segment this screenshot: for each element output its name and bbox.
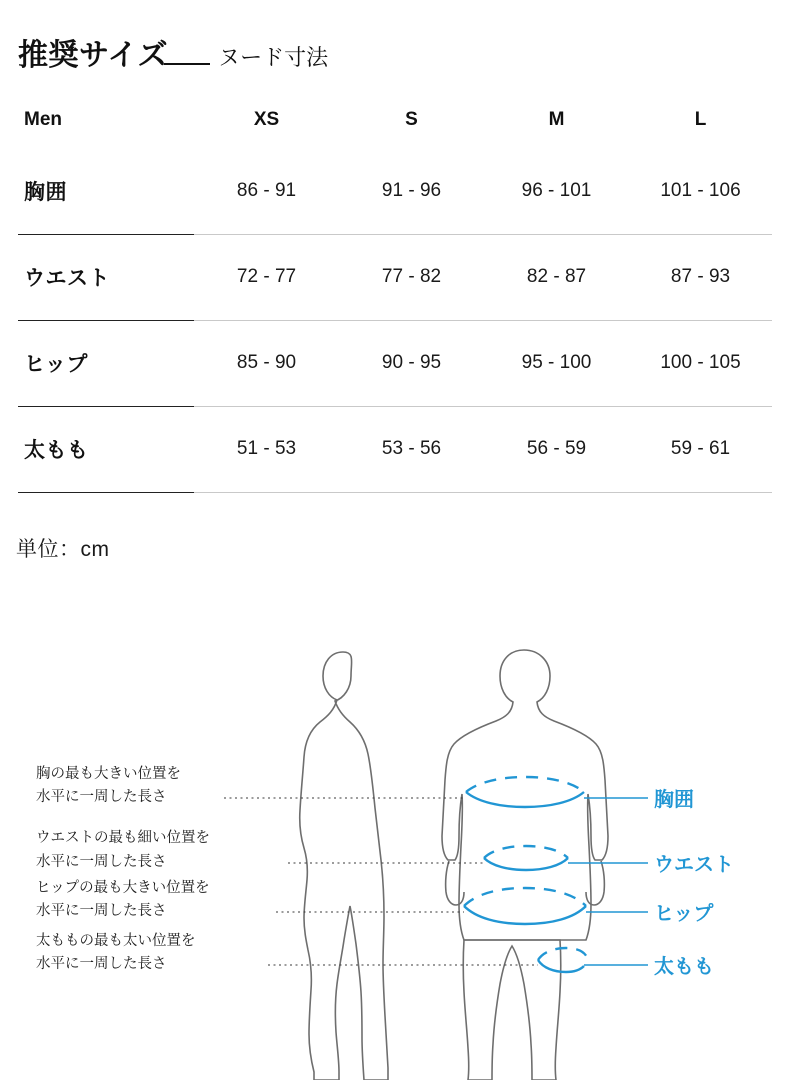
description-thigh-line1: 太ももの最も太い位置を: [36, 933, 196, 949]
hip-measure-ring: [464, 888, 586, 924]
row-label-waist: ウエスト: [18, 234, 194, 320]
cell-waist-s: 77 - 82: [339, 234, 484, 320]
table-header: [18, 92, 772, 148]
page-title-main: 推奨サイズ: [18, 39, 169, 72]
measure-label-waist: ウエスト: [654, 854, 734, 876]
table-body: [18, 148, 772, 492]
cell-chest-m: 96 - 101: [484, 148, 629, 234]
description-hip-line2: 水平に一周した長さ: [36, 903, 167, 919]
table-row: [18, 320, 772, 406]
description-waist-line2: 水平に一周した長さ: [36, 854, 167, 870]
cell-waist-l: 87 - 93: [629, 234, 772, 320]
description-chest-line1: 胸の最も大きい位置を: [36, 766, 181, 782]
table-row: [18, 234, 772, 320]
cell-hip-m: 95 - 100: [484, 320, 629, 406]
cell-hip-s: 90 - 95: [339, 320, 484, 406]
description-thigh-line2: 水平に一周した長さ: [36, 956, 167, 972]
measurement-diagram: [0, 620, 791, 1080]
description-hip-line1: ヒップの最も大きい位置を: [36, 880, 210, 896]
unit-note: 単位：cm: [16, 538, 110, 561]
description-waist-line1: ウエストの最も細い位置を: [36, 830, 210, 846]
cell-chest-l: 101 - 106: [629, 148, 772, 234]
measure-label-chest: 胸囲: [654, 789, 694, 811]
table-header-row: [18, 92, 772, 148]
body-front-view-icon: [442, 650, 608, 1080]
measure-label-hip: ヒップ: [654, 903, 714, 925]
column-header-m: M: [548, 109, 565, 130]
measure-label-thigh: 太もも: [654, 956, 714, 978]
column-header-l: L: [694, 109, 707, 130]
cell-hip-l: 100 - 105: [629, 320, 772, 406]
column-header-xs: XS: [253, 109, 280, 130]
cell-hip-xs: 85 - 90: [194, 320, 339, 406]
table-row: [18, 406, 772, 492]
cell-thigh-xs: 51 - 53: [194, 406, 339, 492]
page-title: [18, 30, 328, 74]
cell-waist-xs: 72 - 77: [194, 234, 339, 320]
cell-chest-xs: 86 - 91: [194, 148, 339, 234]
description-chest-line2: 水平に一周した長さ: [36, 789, 167, 805]
title-divider-rule: [164, 63, 210, 65]
cell-chest-s: 91 - 96: [339, 148, 484, 234]
column-header-men: Men: [24, 109, 62, 130]
cell-waist-m: 82 - 87: [484, 234, 629, 320]
body-side-view-icon: [300, 652, 388, 1080]
size-chart-table: [18, 92, 772, 493]
thigh-measure-ring: [538, 948, 588, 972]
cell-thigh-m: 56 - 59: [484, 406, 629, 492]
row-label-hip: ヒップ: [18, 320, 194, 406]
chest-measure-ring: [466, 777, 584, 807]
row-label-thigh: 太もも: [18, 406, 194, 492]
table-row: [18, 148, 772, 234]
cell-thigh-s: 53 - 56: [339, 406, 484, 492]
column-header-s: S: [405, 109, 418, 130]
row-label-chest: 胸囲: [18, 148, 194, 234]
cell-thigh-l: 59 - 61: [629, 406, 772, 492]
waist-measure-ring: [484, 846, 568, 870]
page-title-sub: ヌード寸法: [218, 45, 329, 70]
